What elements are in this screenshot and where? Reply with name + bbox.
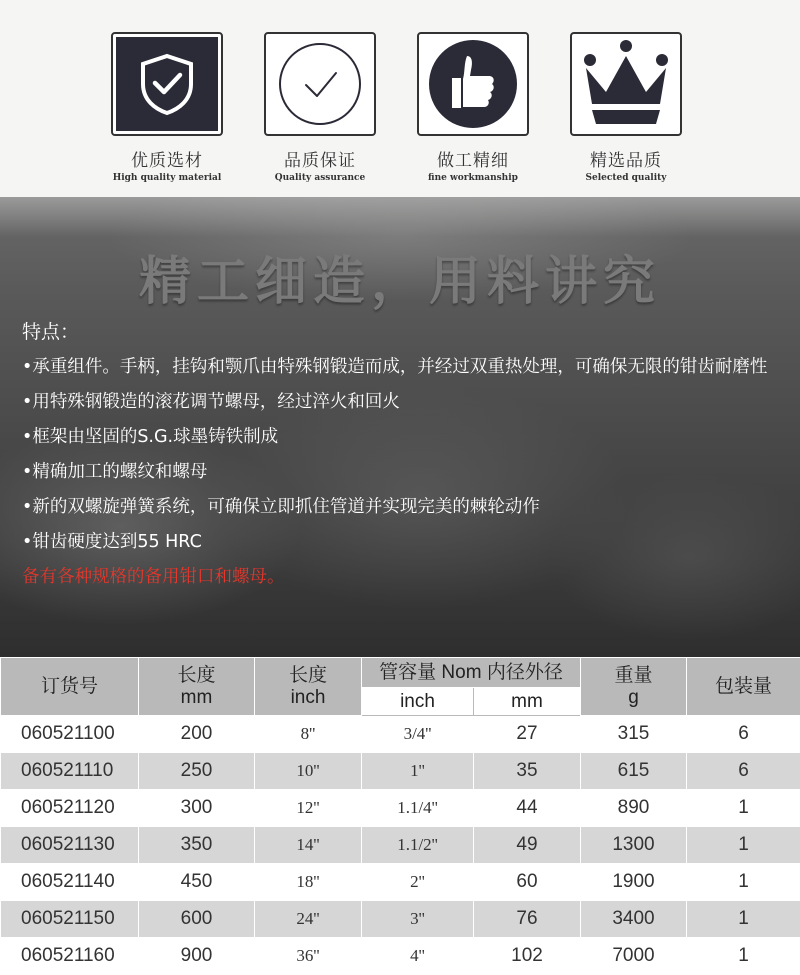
length-inch-cell: 24'' <box>255 901 362 938</box>
pipe-mm-cell: 27 <box>474 716 581 753</box>
header-order-no: 订货号 <box>1 658 139 716</box>
pack-qty-cell: 1 <box>687 790 800 827</box>
length-inch-cell: 12'' <box>255 790 362 827</box>
pack-qty-cell: 1 <box>687 827 800 864</box>
order-number-cell: 060521110 <box>1 753 139 790</box>
order-number-cell: 060521120 <box>1 790 139 827</box>
quality-badges <box>0 0 800 197</box>
pipe-inch-cell: 1.1/4'' <box>362 790 474 827</box>
badge-workmanship <box>417 32 529 183</box>
order-number-cell: 060521100 <box>1 716 139 753</box>
pipe-inch-cell: 1'' <box>362 753 474 790</box>
length-mm-cell: 600 <box>139 901 255 938</box>
feature-item: •钳齿硬度达到55 HRC <box>22 525 780 560</box>
badge-title: 精选品质 <box>570 146 682 171</box>
header-pipe-inch: inch <box>362 688 474 716</box>
table-row <box>1 938 800 975</box>
features-banner <box>0 197 800 657</box>
table-row <box>1 790 800 827</box>
header-length-inch: 长度 inch <box>255 658 362 716</box>
pipe-mm-cell: 35 <box>474 753 581 790</box>
badge-subtitle: High quality material <box>111 173 223 183</box>
spec-table <box>0 657 800 975</box>
slogan-heading: 精工细造，用料讲究 <box>0 239 800 314</box>
header-weight: 重量 g <box>581 658 687 716</box>
length-mm-cell: 250 <box>139 753 255 790</box>
badge-title: 做工精细 <box>417 146 529 171</box>
badge-subtitle: Selected quality <box>570 173 682 183</box>
header-pack-qty: 包装量 <box>687 658 800 716</box>
weight-cell: 7000 <box>581 938 687 975</box>
weight-cell: 3400 <box>581 901 687 938</box>
pack-qty-cell: 6 <box>687 716 800 753</box>
badge-title: 优质选材 <box>111 146 223 171</box>
badge-quality <box>264 32 376 183</box>
weight-cell: 615 <box>581 753 687 790</box>
pipe-mm-cell: 102 <box>474 938 581 975</box>
length-mm-cell: 300 <box>139 790 255 827</box>
weight-cell: 315 <box>581 716 687 753</box>
weight-cell: 1900 <box>581 864 687 901</box>
table-row <box>1 901 800 938</box>
pack-qty-cell: 1 <box>687 864 800 901</box>
header-pipe-capacity: 管容量 Nom 内径外径 <box>362 658 581 688</box>
order-number-cell: 060521130 <box>1 827 139 864</box>
badge-material <box>111 32 223 183</box>
length-inch-cell: 10'' <box>255 753 362 790</box>
spec-table-body <box>1 716 800 975</box>
weight-cell: 890 <box>581 790 687 827</box>
pack-qty-cell: 1 <box>687 901 800 938</box>
pack-qty-cell: 1 <box>687 938 800 975</box>
length-mm-cell: 450 <box>139 864 255 901</box>
pipe-mm-cell: 49 <box>474 827 581 864</box>
badge-subtitle: fine workmanship <box>417 173 529 183</box>
features-heading: 特点： <box>22 315 780 350</box>
badge-selected <box>570 32 682 183</box>
table-row <box>1 716 800 753</box>
length-inch-cell: 8'' <box>255 716 362 753</box>
header-pipe-mm: mm <box>474 688 581 716</box>
length-mm-cell: 350 <box>139 827 255 864</box>
length-inch-cell: 18'' <box>255 864 362 901</box>
pipe-inch-cell: 3/4'' <box>362 716 474 753</box>
pipe-inch-cell: 2'' <box>362 864 474 901</box>
shield-check-icon <box>116 37 218 131</box>
feature-item: •承重组件。手柄，挂钩和颚爪由特殊钢锻造而成，并经过双重热处理，可确保无限的钳齿耐磨性 <box>22 350 780 385</box>
pipe-mm-cell: 44 <box>474 790 581 827</box>
pipe-inch-cell: 1.1/2'' <box>362 827 474 864</box>
table-row <box>1 864 800 901</box>
spare-parts-note: 备有各种规格的备用钳口和螺母。 <box>22 560 780 595</box>
length-mm-cell: 200 <box>139 716 255 753</box>
order-number-cell: 060521150 <box>1 901 139 938</box>
length-mm-cell: 900 <box>139 938 255 975</box>
length-inch-cell: 14'' <box>255 827 362 864</box>
feature-item: •精确加工的螺纹和螺母 <box>22 455 780 490</box>
feature-item: •用特殊钢锻造的滚花调节螺母，经过淬火和回火 <box>22 385 780 420</box>
order-number-cell: 060521140 <box>1 864 139 901</box>
length-inch-cell: 36'' <box>255 938 362 975</box>
feature-list <box>22 315 780 595</box>
table-row <box>1 753 800 790</box>
badge-subtitle: Quality assurance <box>264 173 376 183</box>
thumbs-up-icon <box>422 37 524 131</box>
pack-qty-cell: 6 <box>687 753 800 790</box>
circle-check-icon <box>269 37 371 131</box>
feature-item: •框架由坚固的S.G.球墨铸铁制成 <box>22 420 780 455</box>
table-row <box>1 827 800 864</box>
crown-icon <box>575 37 677 131</box>
pipe-inch-cell: 4'' <box>362 938 474 975</box>
pipe-mm-cell: 60 <box>474 864 581 901</box>
weight-cell: 1300 <box>581 827 687 864</box>
badge-title: 品质保证 <box>264 146 376 171</box>
order-number-cell: 060521160 <box>1 938 139 975</box>
pipe-inch-cell: 3'' <box>362 901 474 938</box>
header-length-mm: 长度 mm <box>139 658 255 716</box>
feature-item: •新的双螺旋弹簧系统，可确保立即抓住管道并实现完美的棘轮动作 <box>22 490 780 525</box>
pipe-mm-cell: 76 <box>474 901 581 938</box>
